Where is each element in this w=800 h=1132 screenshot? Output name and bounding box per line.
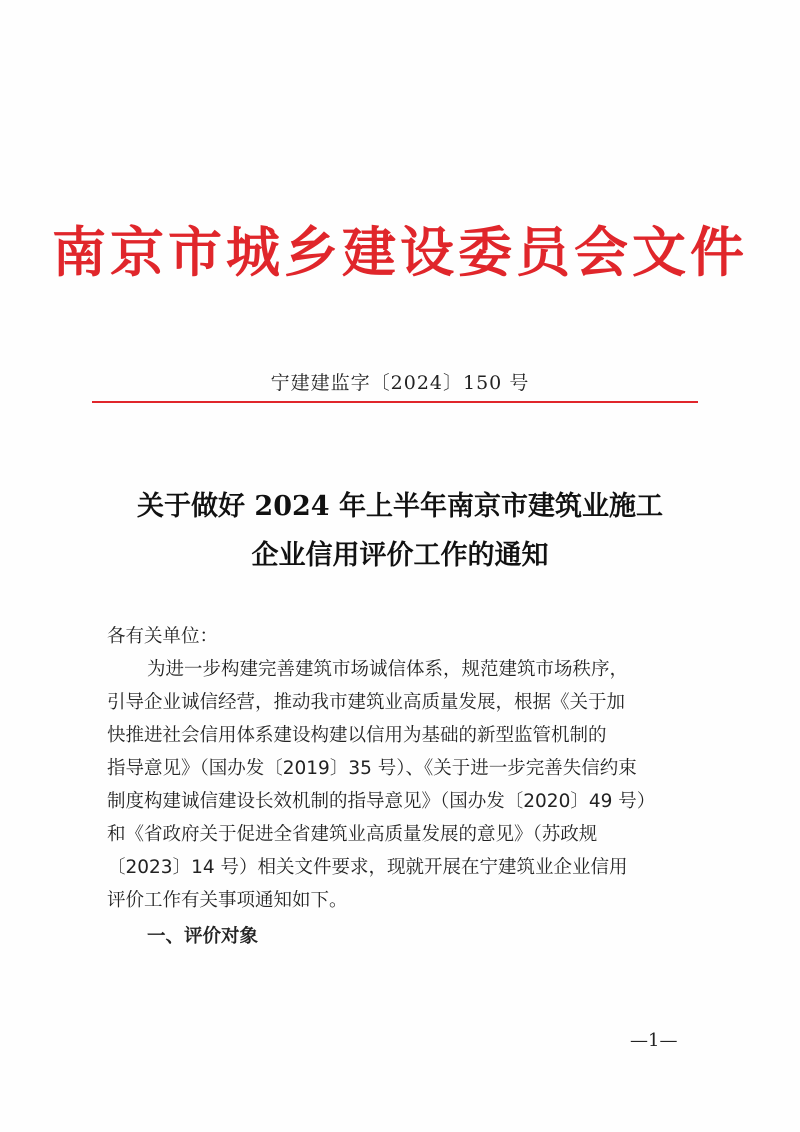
paragraph-line: 指导意见》（国办发〔2019〕35 号）、《关于进一步完善失信约束: [107, 758, 637, 779]
body-paragraph: [107, 653, 697, 917]
title-line-2: 企业信用评价工作的通知: [251, 540, 549, 571]
section-heading: 一、评价对象: [147, 926, 259, 947]
paragraph-line: 评价工作有关事项通知如下。: [107, 890, 348, 911]
title-line-1: 关于做好 2024 年上半年南京市建筑业施工: [137, 491, 663, 522]
paragraph-line: 制度构建诚信建设长效机制的指导意见》（国办发〔2020〕49 号）: [107, 791, 656, 812]
document-body: [107, 620, 697, 953]
document-number: 宁建建监字〔2024〕150 号: [270, 372, 530, 394]
paragraph-line: 〔2023〕14 号）相关文件要求，现就开展在宁建筑业企业信用: [107, 857, 628, 878]
paragraph-line: 快推进社会信用体系建设构建以信用为基础的新型监管机制的: [107, 725, 607, 746]
page-number: —1—: [630, 1030, 678, 1051]
document-title: [0, 482, 800, 580]
paragraph-line: 引导企业诚信经营，推动我市建筑业高质量发展，根据《关于加: [107, 692, 626, 713]
red-divider-line: [92, 401, 698, 403]
salutation: 各有关单位：: [107, 626, 219, 647]
paragraph-line: 和《省政府关于促进全省建筑业高质量发展的意见》（苏政规: [107, 824, 598, 845]
paragraph-line: 为进一步构建完善建筑市场诚信体系，规范建筑市场秩序，: [147, 659, 629, 680]
document-masthead: 南京市城乡建设委员会文件: [52, 220, 748, 284]
